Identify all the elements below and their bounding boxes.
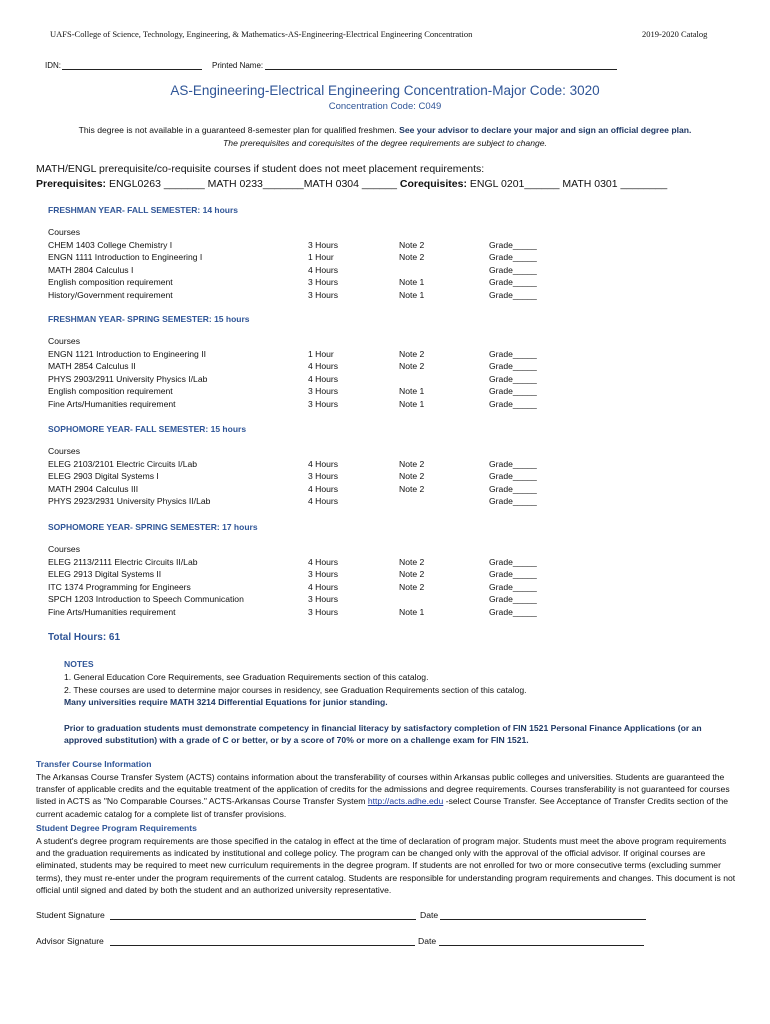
course-name: ELEG 2113/2111 Electric Circuits II/Lab — [48, 556, 198, 567]
course-note: Note 2 — [399, 361, 425, 372]
grade-field[interactable]: Grade_____ — [489, 471, 537, 482]
course-hours: 3 Hours — [308, 569, 339, 580]
idn-field[interactable] — [62, 69, 202, 70]
course-name: Fine Arts/Humanities requirement — [48, 399, 176, 409]
semester-title: SOPHOMORE YEAR- FALL SEMESTER: 15 hours — [48, 424, 247, 434]
advisor-signature-label: Advisor Signature — [36, 936, 104, 946]
course-hours: 3 Hours — [308, 607, 339, 617]
coreq-item: MATH 0301 ________ — [562, 178, 668, 190]
grade-field[interactable]: Grade_____ — [489, 594, 537, 605]
program-heading: Student Degree Program Requirements — [36, 823, 197, 833]
grade-field[interactable]: Grade_____ — [489, 607, 537, 617]
grade-field[interactable]: Grade_____ — [489, 458, 537, 469]
advisor-date-label: Date — [418, 936, 437, 946]
grade-field[interactable]: Grade_____ — [489, 348, 537, 359]
course-note: Note 2 — [399, 483, 425, 494]
prereq-line — [36, 178, 667, 190]
intro-plain: This degree is not available in a guaranteed 8-semester plan for qualified freshmen. — [78, 125, 397, 135]
course-hours: 3 Hours — [308, 290, 339, 300]
course-hours: 4 Hours — [308, 264, 339, 275]
printed-name-field[interactable] — [265, 69, 617, 70]
course-note: Note 1 — [399, 290, 425, 300]
note-item-1: 1. General Education Core Requirements, see Graduation Requirements section of this catalog. — [64, 672, 429, 682]
course-name: PHYS 2923/2931 University Physics II/Lab — [48, 496, 211, 507]
course-hours: 4 Hours — [308, 361, 339, 372]
intro-bold: See your advisor to declare your major and sign an official degree plan. — [399, 125, 692, 135]
printed-name-label: Printed Name: — [212, 61, 264, 70]
prereq-item: ENGL0263 _______ — [108, 178, 205, 190]
course-hours: 1 Hour — [308, 348, 334, 359]
course-note: Note 2 — [399, 471, 425, 482]
grade-field[interactable]: Grade_____ — [489, 399, 537, 409]
courses-label: Courses — [48, 336, 80, 346]
prereq-heading: MATH/ENGL prerequisite/co-requisite courses if student does not meet placement requirements: — [36, 163, 485, 175]
grade-field[interactable]: Grade_____ — [489, 373, 537, 384]
courses-label: Courses — [48, 544, 80, 554]
coreq-item: ENGL 0201______ — [469, 178, 560, 190]
course-name: ENGN 1111 Introduction to Engineering I — [48, 252, 203, 263]
idn-label: IDN: — [45, 61, 61, 70]
course-note: Note 2 — [399, 252, 425, 263]
course-note: Note 1 — [399, 607, 425, 617]
grade-field[interactable]: Grade_____ — [489, 361, 537, 372]
course-name: ELEG 2103/2101 Electric Circuits I/Lab — [48, 458, 198, 469]
course-name: ITC 1374 Programming for Engineers — [48, 581, 191, 592]
student-signature-field[interactable] — [110, 919, 416, 920]
course-hours: 4 Hours — [308, 373, 339, 384]
course-hours: 4 Hours — [308, 496, 339, 507]
course-name: CHEM 1403 College Chemistry I — [48, 239, 173, 250]
grade-field[interactable]: Grade_____ — [489, 386, 537, 397]
course-hours: 3 Hours — [308, 277, 339, 288]
course-note: Note 1 — [399, 399, 425, 409]
page-title: AS-Engineering-Electrical Engineering Concentration-Major Code: 3020 — [170, 83, 600, 98]
course-name: MATH 2854 Calculus II — [48, 361, 136, 372]
course-hours: 1 Hour — [308, 252, 334, 263]
student-date-field[interactable] — [440, 919, 646, 920]
grade-field[interactable]: Grade_____ — [489, 581, 537, 592]
course-hours: 4 Hours — [308, 458, 339, 469]
course-name: ENGN 1121 Introduction to Engineering II — [48, 348, 206, 359]
courses-label: Courses — [48, 446, 80, 456]
semester-title: SOPHOMORE YEAR- SPRING SEMESTER: 17 hours — [48, 522, 258, 532]
financial-literacy: Prior to graduation students must demonstrate competency in financial literacy by satisfactory completion of FIN 1521 Personal Finance Applications (or an approved substitution) with a grade of C or better, or by a score of 70% or more on a challenge exam for FIN 1521. — [64, 723, 702, 746]
transfer-text: The Arkansas Course Transfer System (ACTS) contains information about the transferability of courses within Arkansas public colleges and universities. Students are guaranteed the transfer of applicable credits and the equitable treatment of the application of credits for the admissions and degree requirements. Courses transferability is not guaranteed for courses listed in ACTS as "No Comparable Courses." ACTS-Arkansas Course Transfer System http://acts.adhe.edu -select Course Transfer. See Acceptance of Transfer Credits section of the current academic catalog for a complete list of transfer provisions. — [36, 772, 730, 819]
grade-field[interactable]: Grade_____ — [489, 277, 537, 288]
course-note: Note 1 — [399, 277, 425, 288]
course-note: Note 2 — [399, 581, 425, 592]
course-name: PHYS 2903/2911 University Physics I/Lab — [48, 373, 208, 384]
grade-field[interactable]: Grade_____ — [489, 252, 537, 263]
concentration-code: Concentration Code: C049 — [328, 101, 442, 112]
prereq-item: MATH 0233_______MATH 0304 ______ — [207, 178, 397, 190]
course-hours: 3 Hours — [308, 594, 339, 605]
intro-line-2: The prerequisites and corequisites of the degree requirements are subject to change. — [223, 138, 547, 148]
course-name: ELEG 2913 Digital Systems II — [48, 569, 162, 580]
course-hours: 4 Hours — [308, 483, 339, 494]
semester-title: FRESHMAN YEAR- FALL SEMESTER: 14 hours — [48, 205, 239, 215]
acts-link[interactable]: http://acts.adhe.edu — [367, 796, 444, 807]
course-name: MATH 2804 Calculus I — [48, 264, 134, 275]
program-text: A student's degree program requirements are those specified in the catalog in effect at the time of declaration of program major. Students must meet the above program requirements and the graduation requirements as indicated by institutional and college policy. The program can be changed only with the approval of the official advisor. If original courses are eliminated, students may be required to meet new curriculum requirements in the degree program. If students are not enrolled for two or more consecutive terms (excluding summer terms), they must re-enter under the program requirements of the current catalog. Students are responsible for understanding program requirements and changes. This document is not official until signed and dated by both the student and an authorized university representative. — [36, 836, 736, 895]
grade-field[interactable]: Grade_____ — [489, 483, 537, 494]
course-hours: 3 Hours — [308, 471, 339, 482]
course-name: English composition requirement — [48, 386, 173, 397]
course-hours: 3 Hours — [308, 386, 339, 397]
semester-title: FRESHMAN YEAR- SPRING SEMESTER: 15 hours — [48, 314, 250, 324]
header-right: 2019-2020 Catalog — [642, 29, 708, 39]
course-hours: 3 Hours — [308, 239, 339, 250]
grade-field[interactable]: Grade_____ — [489, 290, 537, 300]
course-note: Note 1 — [399, 386, 425, 397]
course-note: Note 2 — [399, 458, 425, 469]
prereq-label: Prerequisites: — [36, 178, 107, 190]
course-hours: 4 Hours — [308, 581, 339, 592]
advisor-signature-field[interactable] — [110, 945, 415, 946]
courses-label: Courses — [48, 227, 80, 237]
grade-field[interactable]: Grade_____ — [489, 496, 537, 507]
course-note: Note 2 — [399, 239, 425, 250]
course-name: History/Government requirement — [48, 290, 173, 300]
course-name: Fine Arts/Humanities requirement — [48, 607, 176, 617]
course-note: Note 2 — [399, 569, 425, 580]
intro-line-1 — [0, 125, 770, 135]
transfer-heading: Transfer Course Information — [36, 759, 152, 769]
course-note: Note 2 — [399, 556, 425, 567]
course-name: English composition requirement — [48, 277, 173, 288]
course-name: ELEG 2903 Digital Systems I — [48, 471, 159, 482]
grade-field[interactable]: Grade_____ — [489, 239, 537, 250]
student-signature-label: Student Signature — [36, 910, 105, 920]
header-left: UAFS-College of Science, Technology, Engineering, & Mathematics-AS-Engineering-Electrical Engineering Concentration — [50, 29, 473, 39]
course-note: Note 2 — [399, 348, 425, 359]
course-hours: 3 Hours — [308, 399, 339, 409]
note-item-2: 2. These courses are used to determine major courses in residency, see Graduation Requirements section of this catalog. — [64, 685, 527, 695]
total-hours: Total Hours: 61 — [48, 632, 121, 643]
coreq-label: Corequisites: — [399, 178, 467, 190]
student-date-label: Date — [420, 910, 439, 920]
course-name: SPCH 1203 Introduction to Speech Communication — [48, 594, 244, 605]
advisor-date-field[interactable] — [439, 945, 644, 946]
grade-field[interactable]: Grade_____ — [489, 569, 537, 580]
course-hours: 4 Hours — [308, 556, 339, 567]
grade-field[interactable]: Grade_____ — [489, 556, 537, 567]
grade-field[interactable]: Grade_____ — [489, 264, 537, 275]
course-name: MATH 2904 Calculus III — [48, 483, 139, 494]
notes-bold-line: Many universities require MATH 3214 Differential Equations for junior standing. — [64, 697, 388, 707]
notes-heading: NOTES — [64, 659, 94, 669]
